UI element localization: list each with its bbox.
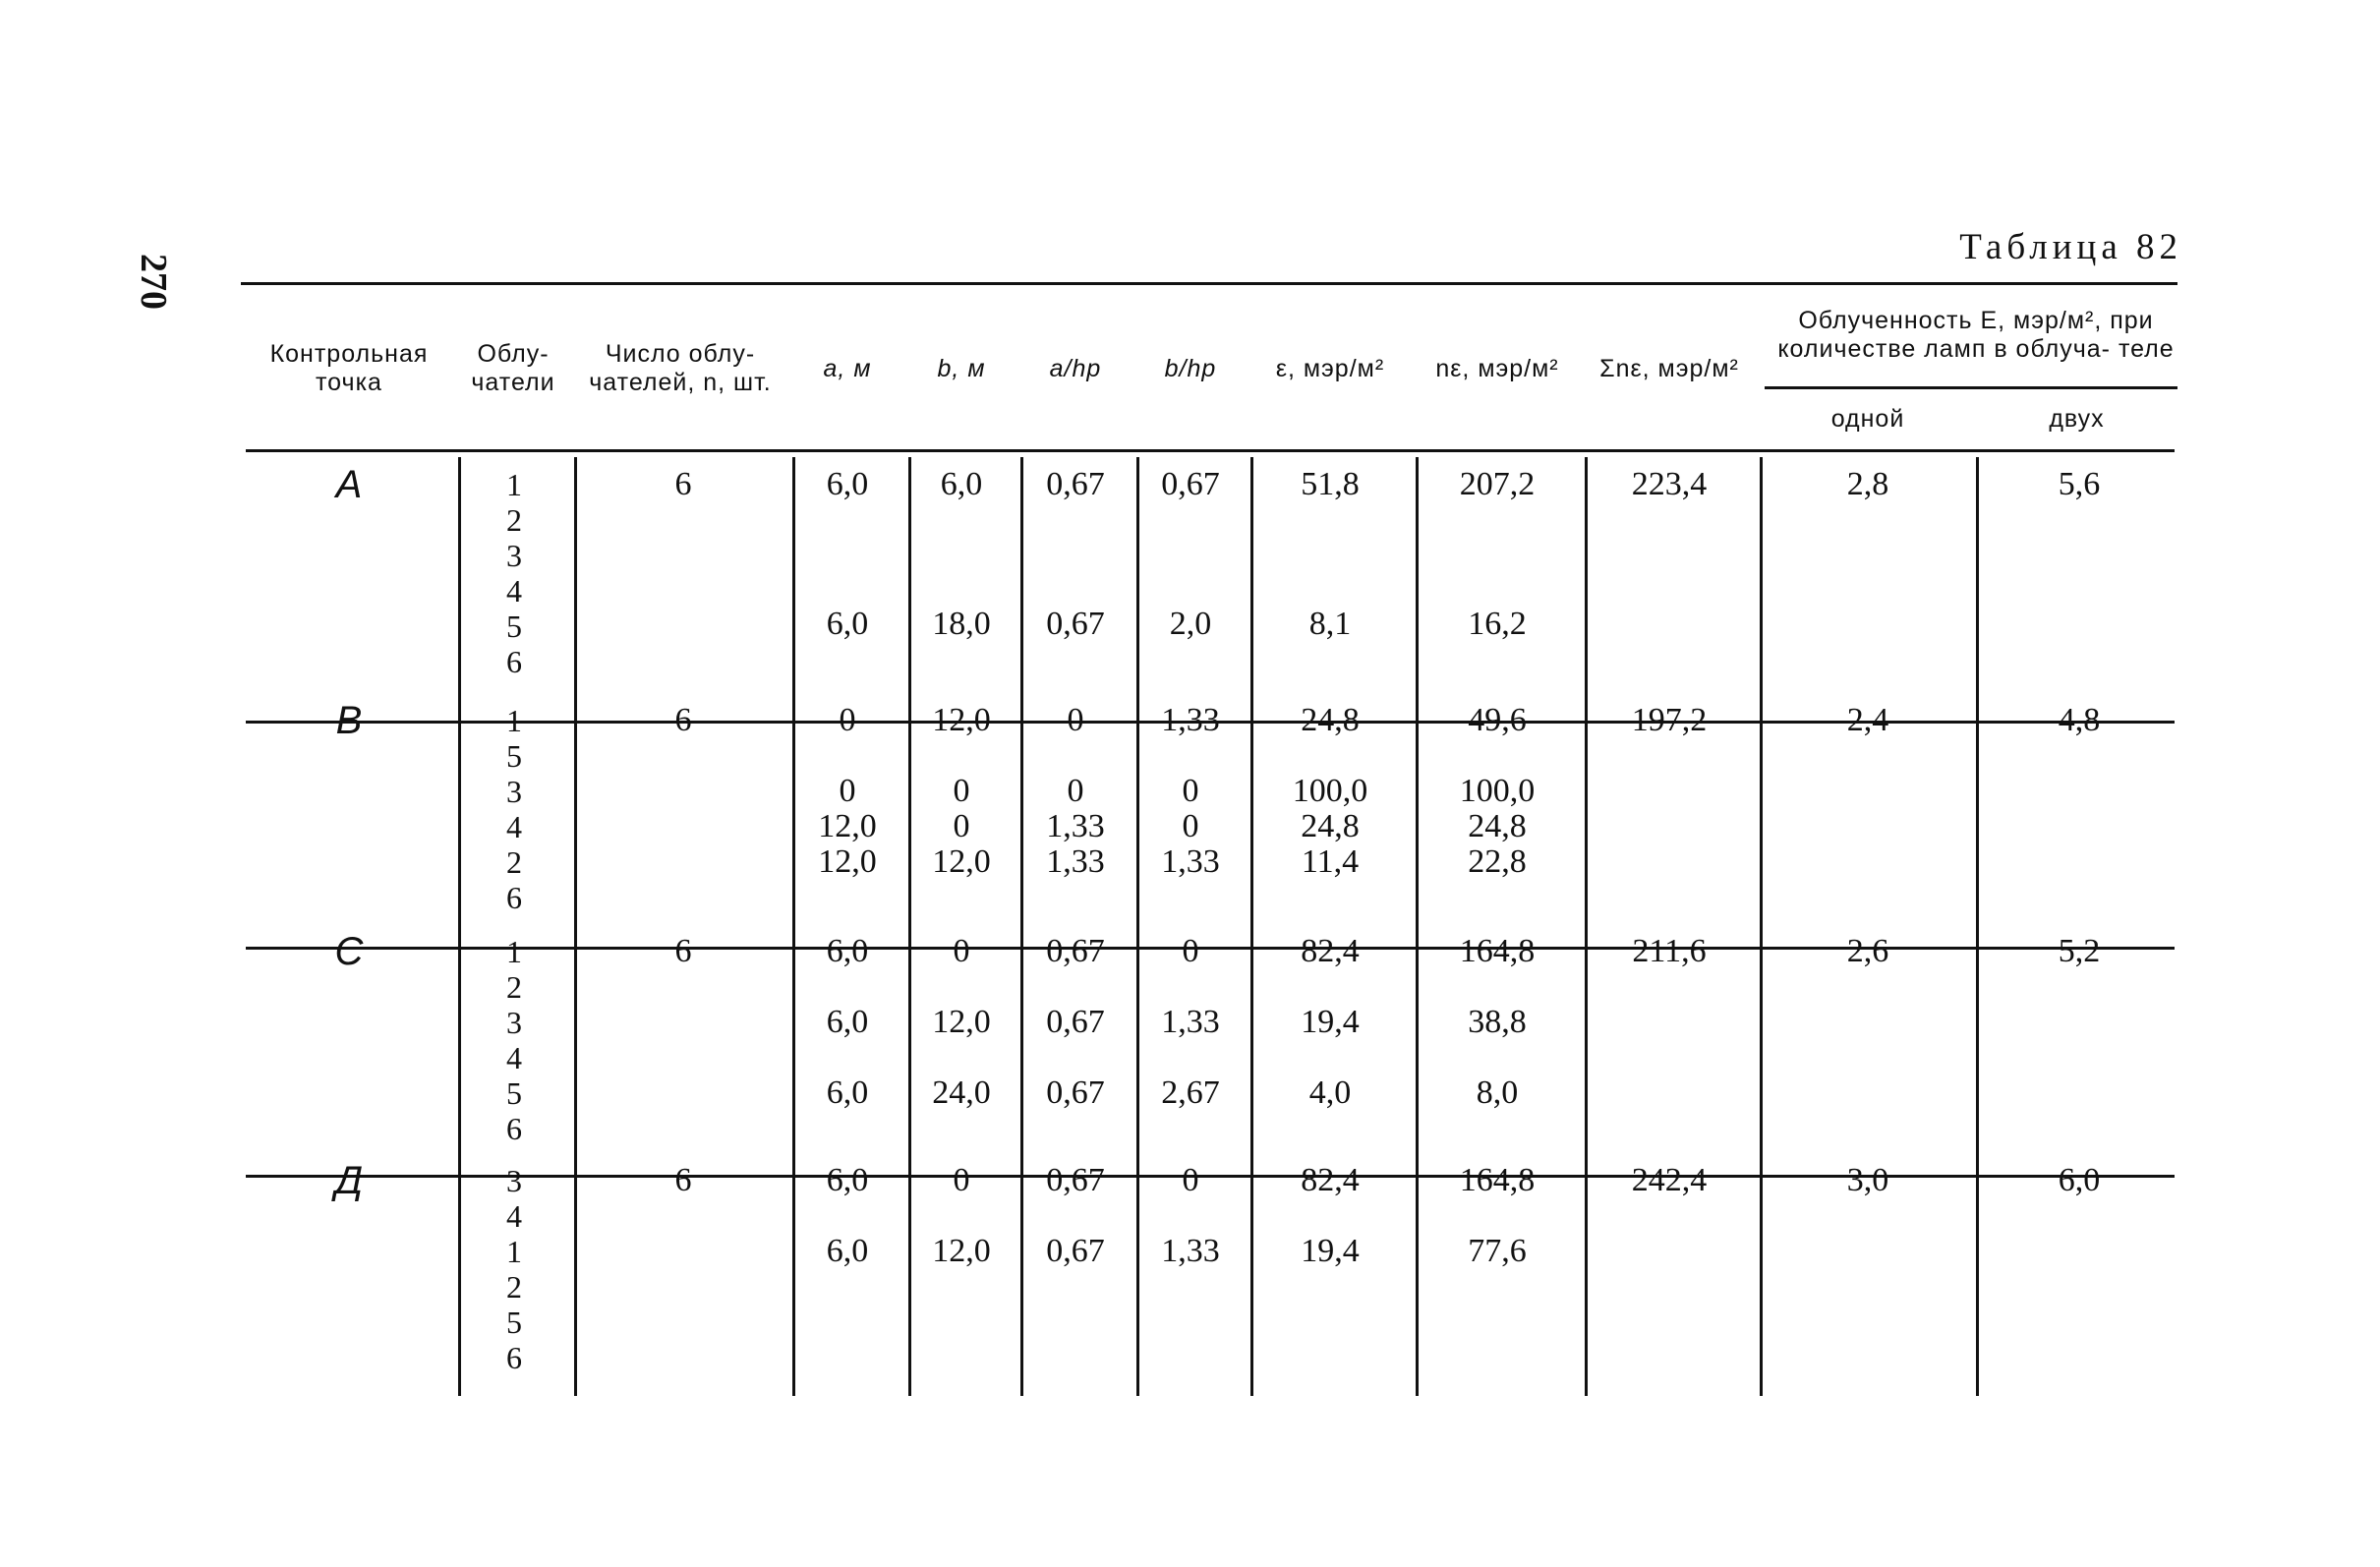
irradiance-one-lamp-value: 3,0 [1846, 1162, 1889, 1198]
header-count: Число облу- чателей, n, шт. [589, 340, 772, 396]
value-b: 0 [953, 1162, 970, 1198]
header-sub-rule [1765, 386, 2177, 389]
column-rule [458, 457, 461, 716]
value-b-h: 1,33 [1161, 1004, 1220, 1040]
control-point-label: А [335, 463, 363, 506]
column-rule [1760, 457, 1763, 716]
value-a-h: 0,67 [1046, 1233, 1105, 1269]
value-a: 12,0 [818, 808, 877, 844]
value-a-h: 0,67 [1046, 1074, 1105, 1111]
irradiance-two-lamps-value: 5,6 [2058, 466, 2101, 502]
irradiance-one-lamp-value: 2,8 [1846, 466, 1889, 502]
value-b: 12,0 [932, 702, 991, 738]
value-eps: 100,0 [1292, 773, 1368, 809]
irradiance-two-lamps-value: 6,0 [2058, 1162, 2101, 1198]
control-point-label: Д [334, 1159, 364, 1202]
value-a: 6,0 [826, 1233, 869, 1269]
column-rule [574, 457, 577, 716]
value-eps: 82,4 [1301, 933, 1360, 969]
column-rule [1976, 1153, 1979, 1396]
column-rule [458, 1153, 461, 1396]
column-rule [1976, 457, 1979, 716]
value-n-eps: 49,6 [1468, 702, 1527, 738]
value-a: 6,0 [826, 1004, 869, 1040]
value-eps: 8,1 [1308, 606, 1352, 642]
value-a-h: 0 [1067, 702, 1084, 738]
value-b: 12,0 [932, 1233, 991, 1269]
value-b: 24,0 [932, 1074, 991, 1111]
value-b-h: 0,67 [1161, 466, 1220, 502]
table-caption: Таблица 82 [1959, 227, 2182, 267]
value-n-eps: 164,8 [1459, 933, 1536, 969]
irradiance-two-lamps-value: 5,2 [2058, 933, 2101, 969]
header-two-lamps: двух [2049, 404, 2105, 433]
value-a: 6,0 [826, 933, 869, 969]
header-control-point: Контрольная точка [269, 340, 429, 396]
value-n-eps: 77,6 [1468, 1233, 1527, 1269]
value-b: 6,0 [940, 466, 983, 502]
value-eps: 19,4 [1301, 1004, 1360, 1040]
header-b-over-h: b/hр [1164, 354, 1217, 382]
emitter-count: 6 [674, 933, 692, 969]
column-rule [1976, 924, 1979, 1172]
header-a: a, м [823, 354, 872, 382]
value-b-h: 0 [1182, 808, 1199, 844]
value-b: 0 [953, 773, 970, 809]
value-n-eps: 22,8 [1468, 843, 1527, 880]
emitter-count: 6 [674, 466, 692, 502]
value-a-h: 0,67 [1046, 933, 1105, 969]
value-b-h: 1,33 [1161, 702, 1220, 738]
control-point-label: С [334, 930, 364, 973]
sum-n-epsilon-value: 211,6 [1632, 933, 1707, 969]
value-eps: 51,8 [1301, 466, 1360, 502]
value-b-h: 1,33 [1161, 1233, 1220, 1269]
column-rule [1760, 1153, 1763, 1396]
value-b-h: 1,33 [1161, 843, 1220, 880]
header-sum-n-epsilon: Σnε, мэр/м² [1599, 354, 1739, 382]
irradiance-one-lamp-value: 2,6 [1846, 933, 1889, 969]
value-b: 12,0 [932, 843, 991, 880]
value-b: 0 [953, 808, 970, 844]
emitter-list: 3 4 1 2 5 6 [506, 1163, 522, 1375]
value-a-h: 1,33 [1046, 843, 1105, 880]
irradiance-two-lamps-value: 4,8 [2058, 702, 2101, 738]
emitter-list: 1 2 3 4 5 6 [506, 467, 522, 679]
value-eps: 24,8 [1301, 702, 1360, 738]
value-b: 18,0 [932, 606, 991, 642]
value-a: 6,0 [826, 1074, 869, 1111]
value-eps: 24,8 [1301, 808, 1360, 844]
value-b-h: 0 [1182, 933, 1199, 969]
header-emitters: Облу- чатели [471, 340, 555, 396]
emitter-list: 1 5 3 4 2 6 [506, 703, 522, 915]
value-a-h: 0,67 [1046, 1162, 1105, 1198]
emitter-list: 1 2 3 4 5 6 [506, 934, 522, 1146]
value-b-h: 2,67 [1161, 1074, 1220, 1111]
value-a: 6,0 [826, 606, 869, 642]
value-n-eps: 164,8 [1459, 1162, 1536, 1198]
irradiance-one-lamp-value: 2,4 [1846, 702, 1889, 738]
value-eps: 11,4 [1301, 843, 1360, 880]
sum-n-epsilon-value: 197,2 [1631, 702, 1708, 738]
value-a: 0 [839, 702, 856, 738]
column-rule [1976, 693, 1979, 944]
value-b-h: 0 [1182, 773, 1199, 809]
value-b-h: 2,0 [1169, 606, 1212, 642]
header-b: b, м [937, 354, 986, 382]
header-irradiance: Облученность E, мэр/м², при количестве ламп в облуча- теле [1777, 307, 2175, 363]
value-n-eps: 8,0 [1476, 1074, 1519, 1111]
column-rule [574, 1153, 577, 1396]
value-a: 6,0 [826, 1162, 869, 1198]
column-rule [1760, 924, 1763, 1172]
value-n-eps: 38,8 [1468, 1004, 1527, 1040]
value-a-h: 0,67 [1046, 1004, 1105, 1040]
value-n-eps: 207,2 [1459, 466, 1536, 502]
table-top-rule [241, 282, 2177, 285]
sum-n-epsilon-value: 242,4 [1631, 1162, 1708, 1198]
value-b: 12,0 [932, 1004, 991, 1040]
column-rule [574, 924, 577, 1172]
header-one-lamp: одной [1830, 404, 1905, 433]
emitter-count: 6 [674, 702, 692, 738]
value-a-h: 0,67 [1046, 606, 1105, 642]
value-n-eps: 100,0 [1459, 773, 1536, 809]
value-n-eps: 24,8 [1468, 808, 1527, 844]
value-eps: 19,4 [1301, 1233, 1360, 1269]
column-rule [574, 693, 577, 944]
value-a-h: 0 [1067, 773, 1084, 809]
value-a: 0 [839, 773, 856, 809]
column-rule [1760, 693, 1763, 944]
header-n-epsilon: nε, мэр/м² [1435, 354, 1559, 382]
column-rule [458, 693, 461, 944]
value-a: 12,0 [818, 843, 877, 880]
header-bottom-rule [246, 449, 2175, 452]
value-n-eps: 16,2 [1468, 606, 1527, 642]
page-number: 270 [133, 254, 174, 310]
value-eps: 4,0 [1308, 1074, 1352, 1111]
value-a: 6,0 [826, 466, 869, 502]
value-a-h: 0,67 [1046, 466, 1105, 502]
value-b-h: 0 [1182, 1162, 1199, 1198]
value-b: 0 [953, 933, 970, 969]
sum-n-epsilon-value: 223,4 [1631, 466, 1708, 502]
control-point-label: В [335, 699, 363, 742]
value-a-h: 1,33 [1046, 808, 1105, 844]
header-epsilon: ε, мэр/м² [1275, 354, 1385, 382]
header-a-over-h: a/hр [1049, 354, 1102, 382]
column-rule [458, 924, 461, 1172]
value-eps: 82,4 [1301, 1162, 1360, 1198]
emitter-count: 6 [674, 1162, 692, 1198]
